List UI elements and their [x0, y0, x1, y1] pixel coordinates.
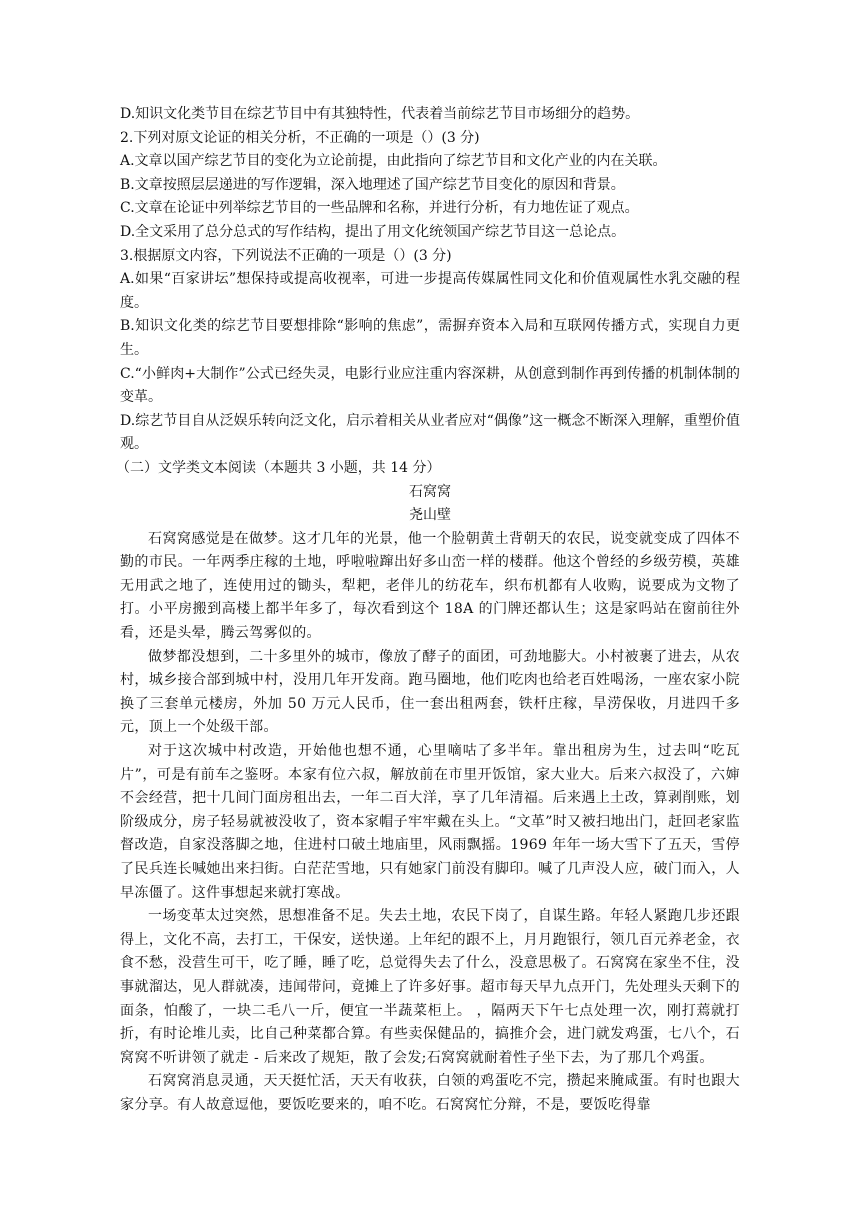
story-paragraph: 对于这次城中村改造，开始他也想不通，心里嘀咕了多半年。靠出租房为生，过去叫“吃瓦片”，可是有前车之鉴呀。本家有位六叔，解放前在市里开饭馆，家大业大。后来六叔没了，六婶不会经营，把十几间门面房租出去，一年二百大洋，享了几年清福。后来遇上土改，算剥削账，划阶级成分，房子轻易就被没收了，资本家帽子牢牢戴在头上。“文革”时又被扫地出门，赶回老家监督改造，自家没落脚之地，住进村口破土地庙里，风雨飘摇。1969 年年一场大雪下了五天，雪停了民兵连长喊她出来扫街。白茫茫雪地，只有她家门前没有脚印。喊了几声没人应，破门而入，人早冻僵了。这件事想起来就打寒战。	[120, 743, 740, 901]
story-paragraph: 石窝窝消息灵通，天天挺忙活，天天有收获，白领的鸡蛋吃不完，攒起来腌咸蛋。有时也跟大家分享。有人故意逗他，要饭吃要来的，咱不吃。石窝窝忙分辩，不是，要饭吃得靠	[120, 1073, 740, 1113]
section-heading: （二）文学类文本阅读（本题共 3 小题，共 14 分）	[116, 459, 441, 476]
q3-option-c: C.“小鲜肉+大制作”公式已经失灵，电影行业应注重内容深耕，从创意到制作再到传播的机制体制的变革。	[120, 365, 740, 406]
q2-option-d: D.全文采用了总分总式的写作结构，提出了用文化统领国产综艺节目这一总论点。	[120, 223, 626, 240]
story-author: 尧山壁	[409, 507, 451, 524]
q2-option-a: A.文章以国产综艺节目的变化为立论前提，由此指向了综艺节目和文化产业的内在关联。	[120, 153, 667, 170]
q2-stem: 2.下列对原文论证的相关分析，不正确的一项是（）(3 分)	[120, 129, 480, 146]
q2-option-c: C.文章在论证中列举综艺节目的一些品牌和名称，并进行分析，有力地佐证了观点。	[120, 200, 639, 217]
story-paragraph: 石窝窝感觉是在做梦。这才几年的光景，他一个脸朝黄土背朝天的农民，说变就变成了四体不勤的市民。一年两季庄稼的土地，呼啦啦蹿出好多山峦一样的楼群。他这个曾经的乡级劳模，英雄无用武之地了，连使用过的锄头，犁耙，老伴儿的纺花车，织布机都有人收购，说要成为文物了打。小平房搬到高楼上都半年多了，每次看到这个 18A 的门牌还都认生；这是家吗站在窗前往外看，还是头晕，腾云驾雾似的。	[120, 530, 740, 642]
story-paragraph: 一场变革太过突然，思想准备不足。失去土地，农民下岗了，自谋生路。年轻人紧跑几步还跟得上，文化不高，去打工，干保安，送快递。上年纪的跟不上，月月跑银行，领几百元养老金，衣食不愁，没营生可干，吃了睡，睡了吃，总觉得失去了什么，没意思极了。石窝窝在家坐不住，没事就溜达，见人群就凑，违闻带问，竟摊上了许多好事。超市每天早九点开门，先处理头天剩下的面条，怕酸了，一块二毛八一斤，便宜一半蔬菜柜上。 ，隔两天下午七点处理一次，刚打蔫就打折，有时论堆儿卖，比自己种菜都合算。有些卖保健品的，搞推介会，进门就发鸡蛋，七八个，石窝窝不听讲领了就走 - 后来改了规矩，散了会发;石窝窝就耐着性子坐下去，为了那几个鸡蛋。	[120, 908, 740, 1066]
q3-option-a: A.如果“百家讲坛”想保持或提高收视率，可进一步提高传媒属性同文化和价值观属性水乳交融的程度。	[120, 271, 740, 311]
story-paragraph: 做梦都没想到，二十多里外的城市，像放了酵子的面团，可劲地膨大。小村被裹了进去，从农村，城乡接合部到城中村，没用几年开发商。跑马圈地，他们吃肉也给老百姓喝汤，一座农家小院换了三套单元楼房，外加 50 万元人民币，住一套出租两套，铁杆庄稼，旱涝保收，月进四千多元，顶上一个处级干部。	[120, 648, 740, 736]
q2-option-b: B.文章按照层层递进的写作逻辑，深入地理述了国产综艺节目变化的原因和背景。	[120, 176, 625, 193]
story-title: 石窝窝	[409, 483, 451, 500]
q3-option-b: B.知识文化类的综艺节目要想排除“影响的焦虑”，需摒弃资本入局和互联网传播方式，实现自力更生。	[120, 318, 740, 358]
q1-option-d: D.知识文化类节目在综艺节目中有其独特性，代表着当前综艺节目市场细分的趋势。	[120, 106, 640, 122]
q3-option-d: D.综艺节目自从泛娱乐转向泛文化，启示着相关从业者应对“偶像”这一概念不断深入理解，重塑价值观。	[120, 412, 740, 453]
q3-stem: 3.根据原文内容，下列说法不正确的一项是（）(3 分)	[120, 247, 452, 264]
page-content	[116, 103, 740, 1118]
